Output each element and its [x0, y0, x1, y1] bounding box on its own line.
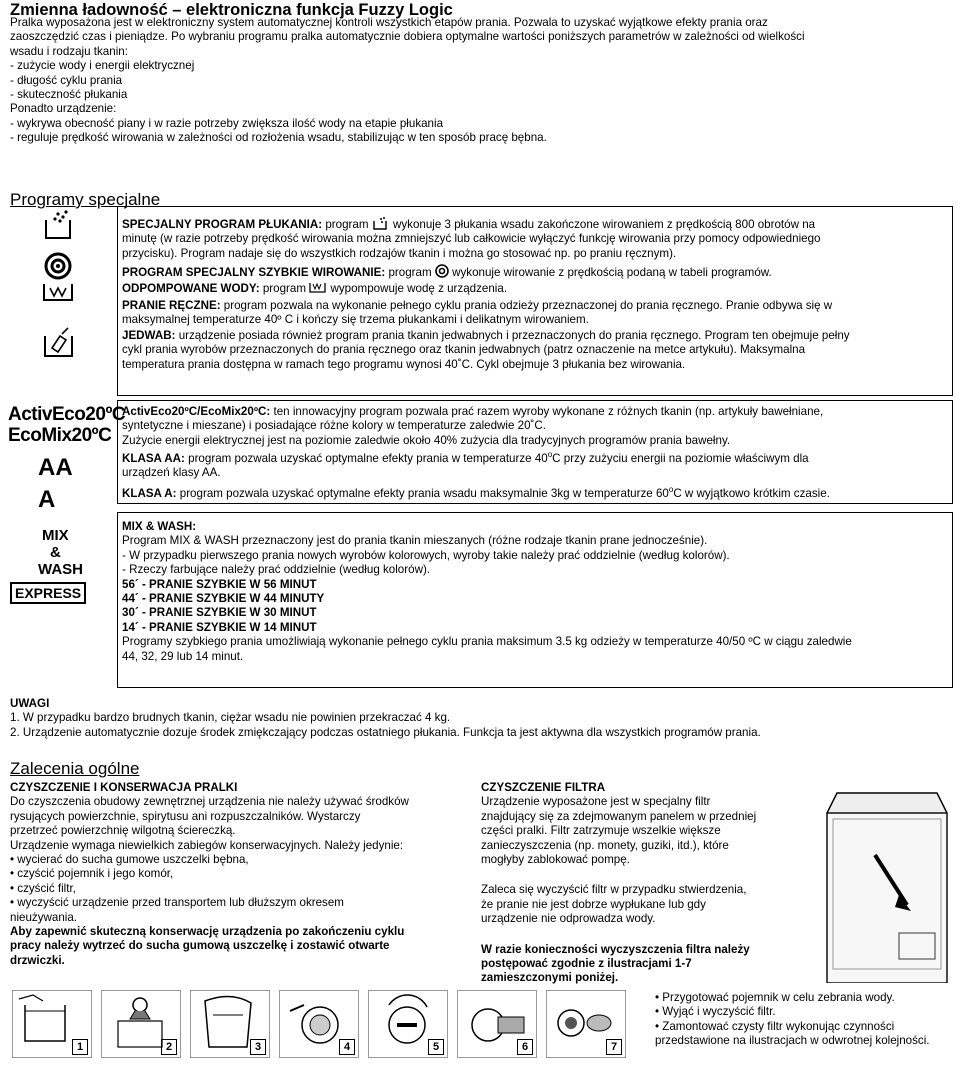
text: program pozwala uzyskać optymalne efekty prania wsadu maksymalnie 3kg w temperaturze 60 [176, 486, 669, 500]
text-line: - reguluje prędkość wirowania w zależności od rozłożenia wsadu, stabilizując w ten sposób pracę bębna. [10, 131, 547, 145]
text-line: temperatura prania dostępna w ramach tego programu wynosi 40˚C. Cykl obejmuje 3 płukania bez wirowania. [122, 357, 686, 371]
text: C w wyjątkowo krótkim czasie. [673, 486, 830, 500]
text-line: rysujących powierzchnie, spirytusu ani rozpuszczalników. Wystarczy [10, 809, 361, 823]
bold-line: Aby zapewnić skuteczną konserwację urządzenia po zakończeniu cyklu [10, 925, 405, 939]
a-label: KLASA A: [122, 486, 177, 500]
figure-number: 3 [250, 1039, 266, 1055]
text-line: - wykrywa obecność piany i w razie potrzeby zwiększa ilość wody na etapie płukania [10, 116, 444, 130]
figure-number: 7 [606, 1039, 622, 1055]
text-line: Programy szybkiego prania umożliwiają wykonanie pełnego cyklu prania maksimum 3.5 kg odzieży w temperaturze 40/50 ºC w ciągu zaledwie [122, 635, 852, 649]
activeco-logo: ActivEco20ºC [8, 404, 126, 425]
list-item: • czyścić pojemnik i jego komór, [10, 867, 480, 881]
express-line: 44´ - PRANIE SZYBKIE W 44 MINUTY [122, 592, 325, 606]
hand-para [122, 299, 952, 313]
spin-icon [46, 254, 70, 278]
text: program [259, 281, 310, 295]
text-line: mogłyby zablokować pompę. [481, 853, 630, 867]
express-logo: EXPRESS [10, 582, 86, 604]
silk-para [122, 329, 952, 343]
filter-title: CZYSZCZENIE FILTRA [481, 781, 606, 794]
text: C przy zużyciu energii na poziomie właściwym dla [552, 452, 809, 466]
figure-4 [279, 990, 359, 1058]
silk-label: JEDWAB: [122, 328, 176, 342]
text-line: - Rzeczy farbujące należy prać oddzielnie (według kolorów). [122, 563, 431, 577]
text-line: - W przypadku pierwszego prania nowych wyrobów kolorowych, wyroby takie należy prać oddzielnie (według kolorów). [122, 548, 730, 562]
rinse-icon [46, 210, 70, 238]
a-para [122, 483, 952, 501]
mix-logo-2: & [50, 544, 61, 561]
text-line: zanieczyszczenia (np. monety, guziki, itd.), które [481, 838, 729, 852]
program-logos [8, 404, 126, 604]
a-logo: A [38, 486, 56, 513]
text-line: Do czyszczenia obudowy zewnętrznej urządzenia nie należy używać środków [10, 795, 409, 809]
aa-label: KLASA AA: [122, 452, 185, 466]
text-line: urządzenie nie odprowadza wody. [481, 912, 656, 926]
list-item: • Wyjąć i wyczyścić filtr. [645, 1005, 950, 1019]
figure-3 [190, 990, 270, 1058]
express-line: 30´ - PRANIE SZYBKIE W 30 MINUT [122, 606, 317, 620]
figure-number: 1 [72, 1039, 88, 1055]
mix-logo-3: WASH [38, 561, 83, 578]
note-item: 2. Urządzenie automatycznie dozuje środek zmiękczający podczas ostatniego płukania. Funkcja ta jest aktywna dla wszystkich programów prania. [10, 725, 761, 739]
bold-line: zamieszczonymi poniżej. [481, 971, 619, 985]
maintenance-title: CZYSZCZENIE I KONSERWACJA PRALKI [10, 781, 238, 794]
text-line: Pralka wyposażona jest w elektroniczny system automatycznej kontroli wszystkich etapów prania. Pozwala to uzyskać wyjątkowe efekty prania oraz [10, 16, 768, 29]
aa-logo: AA [38, 454, 73, 481]
drain-icon [44, 284, 72, 300]
figure-number: 2 [161, 1039, 177, 1055]
text: wykonuje wirowanie z prędkością podaną w tabeli programów. [448, 266, 772, 280]
text-line: przycisku). Program nadaje się do wszystkich rodzajów tkanin i można go stosować np. po praniu ręcznym). [122, 246, 677, 260]
rinse-para [122, 216, 952, 232]
bold-line: drzwiczki. [10, 953, 65, 967]
spin-para [122, 264, 952, 280]
text-line: Zaleca się wyczyścić filtr w przypadku stwierdzenia, [481, 883, 747, 897]
bold-line: pracy należy wytrzeć do sucha gumową uszczelkę i zostawić otwarte [10, 939, 390, 953]
text: ten innowacyjny program pozwala prać razem wyroby wykonane z różnych tkanin (np. artykuły bawełniane, [270, 405, 824, 418]
text-line: Program MIX & WASH przeznaczony jest do prania tkanin mieszanych (różne rodzaje tkanin prane jednocześnie). [122, 534, 708, 548]
washing-machine-illustration [807, 783, 957, 983]
text: program pozwala na wykonanie pełnego cyklu prania odzieży przeznaczonej do prania ręcznego. Pranie odbywa się w [220, 299, 833, 313]
figure-5 [368, 990, 448, 1058]
list-item: • Zamontować czysty filtr wykonując czynności przedstawione na ilustracjach w odwrotnej kolejności. [645, 1020, 950, 1049]
text-line: zaoszczędzić czas i pieniądze. Po wybraniu programu pralka automatycznie dobiera optymalne wartości poniższych parametrów w zależności od wielkości [10, 30, 805, 44]
special-title: Programy specjalne [10, 190, 161, 209]
text-line: Urządzenie wymaga niewielkich zabiegów konserwacyjnych. Należy jedynie: [10, 838, 404, 852]
figure-number: 6 [517, 1039, 533, 1055]
mix-body [122, 520, 952, 664]
text-line: - długość cyklu prania [10, 73, 123, 87]
general-title: Zalecenia ogólne [10, 759, 140, 778]
figure-7 [546, 990, 626, 1058]
text: wykonuje 3 płukania wsadu zakończone wirowaniem z prędkością 800 obrotów na [389, 218, 816, 231]
figure-number: 5 [428, 1039, 444, 1055]
drain-label: ODPOMPOWANE WODY: [122, 281, 260, 295]
text: program pozwala uzyskać optymalne efekty prania w temperaturze 40 [184, 452, 548, 466]
text-line: Ponadto urządzenie: [10, 102, 117, 116]
spin-icon [435, 264, 449, 278]
ecomix-logo: EcoMix20ºC [8, 425, 112, 446]
special-body [122, 216, 952, 372]
drain-para [122, 281, 952, 296]
fuzzy-title: Zmienna ładowność – elektroniczna funkcja Fuzzy Logic [10, 1, 453, 19]
special-icons [40, 208, 80, 358]
text-line: Urządzenie wyposażone jest w specjalny filtr [481, 795, 711, 809]
note-item: 1. W przypadku bardzo brudnych tkanin, ciężar wsadu nie powinien przekraczać 4 kg. [10, 711, 451, 725]
text-line: że pranie nie jest dobrze wypłukane lub gdy [481, 897, 706, 911]
mix-label: MIX & WASH: [122, 520, 197, 533]
express-line: 14´ - PRANIE SZYBKIE W 14 MINUT [122, 620, 317, 634]
degree: o [668, 484, 674, 494]
rinse-label: SPECJALNY PROGRAM PŁUKANIA: [122, 218, 323, 231]
figure-2 [101, 990, 181, 1058]
notes [10, 697, 955, 740]
filter-column [481, 781, 801, 986]
list-item: • czyścić filtr, [10, 882, 480, 896]
degree: o [547, 450, 553, 460]
drain-icon [309, 281, 327, 293]
text-line: - zużycie wody i energii elektrycznej [10, 59, 195, 73]
text-line: znajdujący się za zdejmowanym panelem w przedniej [481, 809, 757, 823]
notes-title: UWAGI [10, 697, 50, 710]
text-line: minutę (w razie potrzeby prędkość wirowania można zmniejszyć lub całkowicie wyłączyć funkcję wirowania przy pomocy odpowiedniego [122, 232, 821, 246]
text: program [385, 266, 435, 280]
text: program [322, 218, 372, 231]
text-line: cykl prania wyrobów przeznaczonych do prania ręcznego oraz tkanin jedwabnych (patrz oznaczenie na metce artykułu). Maksymalna [122, 343, 806, 357]
text: urządzenie posiada również program prania tkanin jedwabnych i przeznaczonych do prania ręcznego. Program ten obejmuje pełny [175, 328, 850, 342]
text-line: przetrzeć powierzchnię wilgotną ściereczką. [10, 824, 236, 838]
figure-1 [12, 990, 92, 1058]
express-line: 56´ - PRANIE SZYBKIE W 56 MINUT [122, 577, 317, 591]
list-item: • Przygotować pojemnik w celu zebrania wody. [645, 991, 950, 1005]
figure-6 [457, 990, 537, 1058]
bold-line: postępować zgodnie z ilustracjami 1-7 [481, 957, 692, 971]
spin-label: PROGRAM SPECJALNY SZYBKIE WIROWANIE: [122, 266, 386, 280]
fuzzy-body [10, 16, 955, 146]
hand-wash-icon [45, 328, 72, 356]
text-line: wsadu i rodzaju tkanin: [10, 44, 128, 58]
filter-steps [645, 991, 950, 1049]
figure-number: 4 [339, 1039, 355, 1055]
text-line: - skuteczność płukania [10, 88, 128, 102]
maintenance-column [10, 781, 480, 968]
aa-para [122, 448, 952, 466]
eco-label: ActivEco20ºC/EcoMix20ºC: [122, 405, 271, 418]
text: wypompowuje wodę z urządzenia. [327, 281, 508, 295]
text-line: części pralki. Filtr zatrzymuje wszelkie większe [481, 824, 721, 838]
text-line: 44, 32, 29 lub 14 minut. [122, 649, 244, 663]
hand-label: PRANIE RĘCZNE: [122, 299, 221, 313]
text-line: maksymalnej temperaturze 40º C i kończy się trzema płukankami i delikatnym wirowaniem. [122, 313, 589, 327]
text-line: Zużycie energii elektrycznej jest na poziomie zaledwie około 40% zużycia dla tradycyjnych programów prania bawełny. [122, 433, 731, 447]
mix-logo-1: MIX [42, 527, 69, 544]
list-item: • wyczyścić urządzenie przed transportem lub dłuższym okresem [10, 896, 480, 910]
text-line: nieużywania. [10, 910, 78, 924]
eco-body [122, 405, 952, 501]
text-line: urządzeń klasy AA. [122, 466, 221, 480]
rinse-icon [372, 216, 390, 230]
bold-line: W razie konieczności wyczyszczenia filtra należy [481, 942, 750, 956]
text-line: syntetyczne i mieszane) i posiadające różne kolory w temperaturze zaledwie 20˚C. [122, 419, 547, 433]
list-item: • wycierać do sucha gumowe uszczelki bębna, [10, 853, 480, 867]
